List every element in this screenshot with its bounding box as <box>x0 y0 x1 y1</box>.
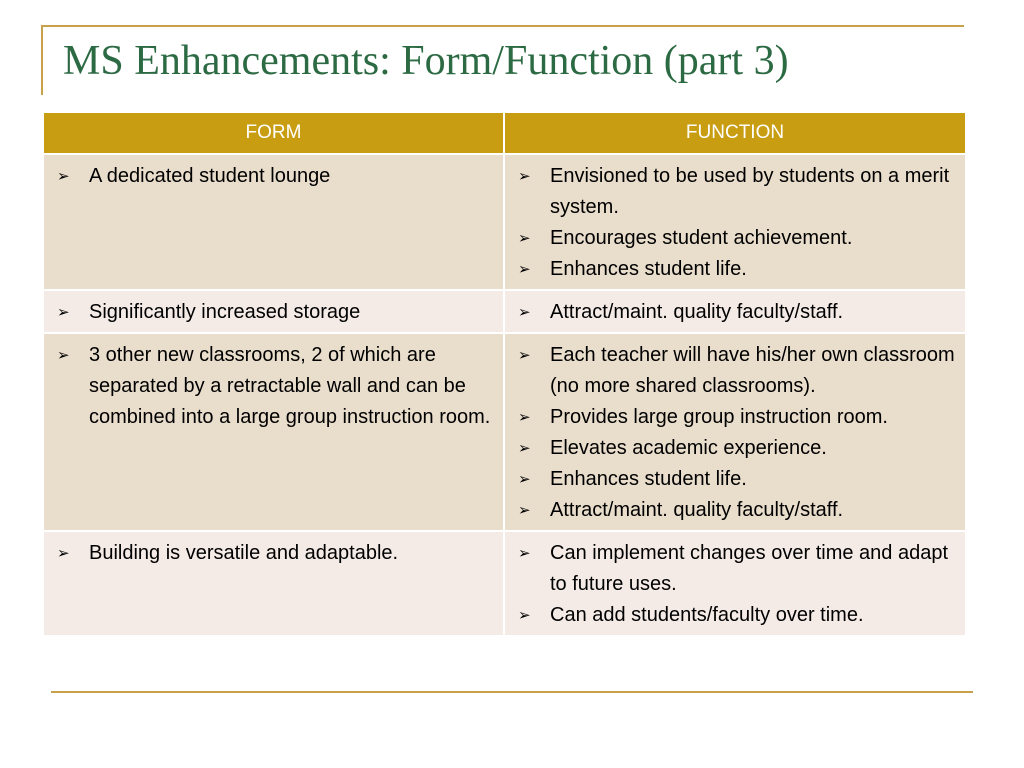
list-item-text: Significantly increased storage <box>89 301 361 323</box>
bottom-border-line <box>51 691 973 693</box>
form-cell <box>43 531 504 636</box>
left-border-line <box>41 25 43 95</box>
arrow-bullet-icon: ➢ <box>57 346 70 364</box>
arrow-bullet-icon: ➢ <box>518 439 531 457</box>
list-item-text: Can add students/faculty over time. <box>550 604 864 626</box>
table-row <box>43 333 966 531</box>
list-item-text: Encourages student achievement. <box>550 227 853 249</box>
list-item-text: Provides large group instruction room. <box>550 406 888 428</box>
arrow-bullet-icon: ➢ <box>518 544 531 562</box>
header-form: FORM <box>43 112 504 154</box>
arrow-bullet-icon: ➢ <box>518 408 531 426</box>
list-item-text: 3 other new classrooms, 2 of which are separated by a retractable wall and can be combined into a large group instruction room. <box>89 344 491 428</box>
slide-title: MS Enhancements: Form/Function (part 3) <box>63 38 789 84</box>
table-row <box>43 290 966 333</box>
arrow-bullet-icon: ➢ <box>518 606 531 624</box>
list-item <box>511 340 959 402</box>
function-cell <box>504 333 966 531</box>
table-body <box>43 154 966 636</box>
table-row <box>43 531 966 636</box>
form-cell <box>43 290 504 333</box>
list-item-text: Envisioned to be used by students on a merit system. <box>550 165 950 218</box>
list-item-text: Attract/maint. quality faculty/staff. <box>550 499 844 521</box>
list-item <box>50 161 497 192</box>
arrow-bullet-icon: ➢ <box>57 544 70 562</box>
list-item <box>511 161 959 223</box>
list-item-text: Attract/maint. quality faculty/staff. <box>550 301 844 323</box>
arrow-bullet-icon: ➢ <box>518 470 531 488</box>
function-cell <box>504 531 966 636</box>
arrow-bullet-icon: ➢ <box>518 167 531 185</box>
function-cell <box>504 154 966 290</box>
table-header-row <box>43 112 966 154</box>
arrow-bullet-icon: ➢ <box>57 167 70 185</box>
form-cell <box>43 333 504 531</box>
list-item <box>511 495 959 526</box>
list-item <box>511 538 959 600</box>
arrow-bullet-icon: ➢ <box>57 303 70 321</box>
arrow-bullet-icon: ➢ <box>518 303 531 321</box>
form-function-table <box>42 111 967 637</box>
table-row <box>43 154 966 290</box>
header-function: FUNCTION <box>504 112 966 154</box>
arrow-bullet-icon: ➢ <box>518 501 531 519</box>
list-item-text: A dedicated student lounge <box>89 165 331 187</box>
list-item-text: Enhances student life. <box>550 258 747 280</box>
list-item <box>511 297 959 328</box>
list-item <box>50 340 497 433</box>
form-cell <box>43 154 504 290</box>
list-item <box>511 254 959 285</box>
arrow-bullet-icon: ➢ <box>518 346 531 364</box>
list-item-text: Can implement changes over time and adapt to future uses. <box>550 542 949 595</box>
list-item-text: Each teacher will have his/her own classroom (no more shared classrooms). <box>550 344 955 397</box>
list-item <box>50 538 497 569</box>
list-item <box>511 464 959 495</box>
list-item <box>511 600 959 631</box>
list-item-text: Enhances student life. <box>550 468 747 490</box>
list-item-text: Building is versatile and adaptable. <box>89 542 399 564</box>
function-cell <box>504 290 966 333</box>
list-item <box>50 297 497 328</box>
list-item-text: Elevates academic experience. <box>550 437 827 459</box>
top-border-line <box>41 25 964 27</box>
list-item <box>511 223 959 254</box>
list-item <box>511 402 959 433</box>
arrow-bullet-icon: ➢ <box>518 260 531 278</box>
arrow-bullet-icon: ➢ <box>518 229 531 247</box>
list-item <box>511 433 959 464</box>
